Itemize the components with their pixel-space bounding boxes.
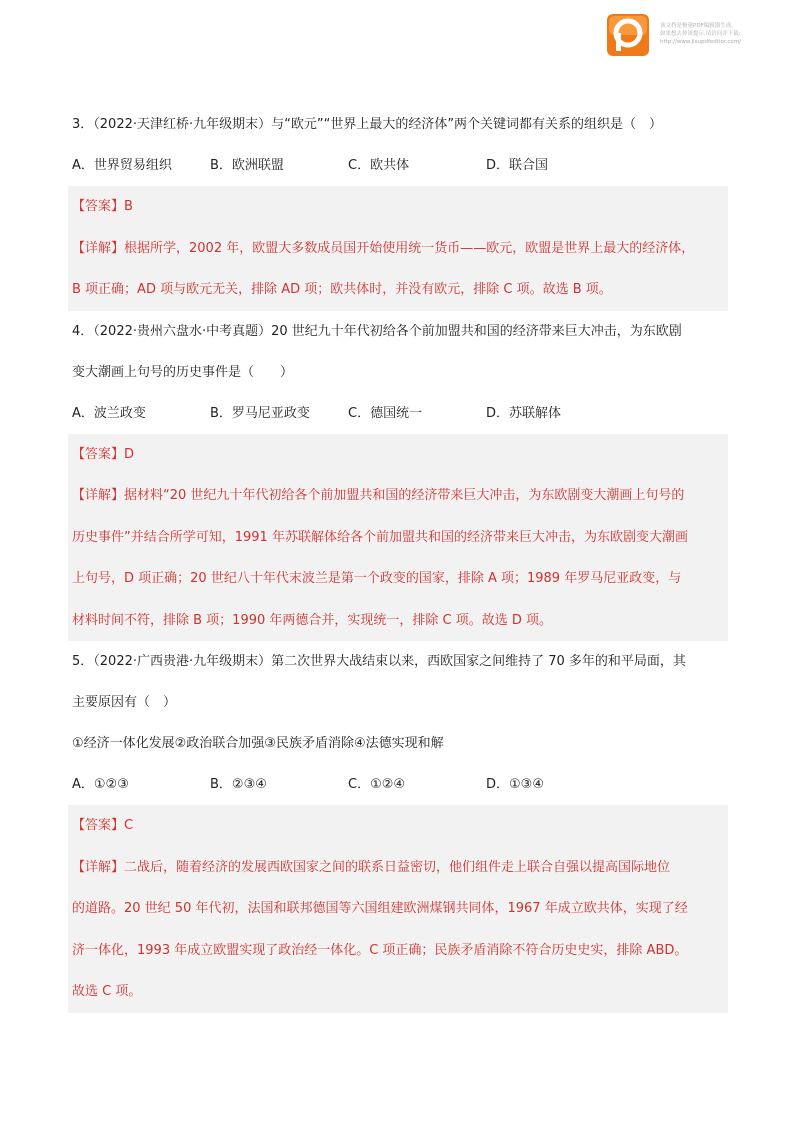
option-c: C．德国统一 — [348, 405, 423, 421]
explanation-line: 历史事件”并结合所学可知，1991 年苏联解体给各个前加盟共和国的经济带来巨大冲击，为东欧剧变大潮画 — [72, 529, 688, 545]
watermark-line: 该文档是极速PDF编辑器生成, — [660, 23, 733, 29]
explanation-line: 上句号，D 项正确；20 世纪八十年代末波兰是第一个政变的国家，排除 A 项；1989 年罗马尼亚政变，与 — [72, 571, 682, 586]
options-row — [72, 393, 728, 434]
question-stem: 5．（2022·广西贵港·九年级期末）第二次世界大战结束以来，西欧国家之间维持了 70 多年的和平局面，其 — [72, 654, 686, 669]
explanation-line: 材料时间不符，排除 B 项；1990 年两德合并，实现统一，排除 C 项。故选 D 项。 — [72, 612, 553, 628]
explanation-line: B 项正确；AD 项与欧元无关，排除 AD 项；欧共体时，并没有欧元，排除 C 项。故选 B 项。 — [72, 282, 612, 297]
question-stem: 变大潮画上句号的历史事件是（ ） — [72, 364, 294, 380]
question-stem: 4．（2022·贵州六盘水·中考真题）20 世纪九十年代初给各个前加盟共和国的经济带来巨大冲击，为东欧剧 — [72, 323, 682, 339]
watermark-text — [660, 22, 790, 46]
explanation-line: 故选 C 项。 — [72, 984, 142, 999]
explanation-line: 【详解】据材料“20 世纪九十年代初给各个前加盟共和国的经济带来巨大冲击，为东欧剧变大潮画上句号的 — [72, 488, 685, 503]
option-b: B．欧洲联盟 — [210, 158, 284, 173]
question-content — [72, 104, 728, 1013]
question-stem: ①经济一体化发展②政治联合加强③民族矛盾消除④法德实现和解 — [72, 736, 444, 751]
question-5 — [72, 641, 728, 1013]
answer-box — [68, 805, 728, 1013]
option-b: B．罗马尼亚政变 — [210, 405, 310, 421]
explanation-line: 的道路。20 世纪 50 年代初，法国和联邦德国等六国组建欧洲煤钢共同体，1967 年成立欧共体，实现了经 — [72, 901, 688, 916]
question-stem: 主要原因有（ ） — [72, 695, 177, 710]
explanation-line: 济一体化，1993 年成立欧盟实现了政治经一体化。C 项正确；民族矛盾消除不符合历史史实，排除 ABD。 — [72, 942, 688, 958]
explanation-line: 【详解】根据所学，2002 年，欧盟大多数成员国开始使用统一货币——欧元，欧盟是世界上最大的经济体， — [72, 240, 695, 256]
option-d: D．联合国 — [486, 158, 549, 173]
answer-box — [68, 434, 728, 642]
answer-box — [68, 186, 728, 311]
option-a: A．世界贸易组织 — [72, 158, 172, 173]
question-4 — [72, 311, 728, 642]
watermark-line: http://www.jisupdfeditor.com/ — [660, 39, 741, 45]
option-b: B．②③④ — [210, 777, 267, 792]
explanation-line: 【详解】二战后，随着经济的发展西欧国家之间的联系日益密切，他们组件走上联合自强以提高国际地位 — [72, 859, 671, 875]
option-a: A．波兰政变 — [72, 405, 146, 421]
options-row — [72, 145, 728, 186]
question-stem: 3．（2022·天津红桥·九年级期末）与“欧元”“世界上最大的经济体”两个关键词都有关系的组织是（ ） — [72, 117, 663, 132]
option-c: C．欧共体 — [348, 158, 410, 173]
option-a: A．①②③ — [72, 777, 129, 792]
pdf-editor-logo — [607, 14, 649, 56]
answer-label: 【答案】C — [72, 818, 134, 833]
option-c: C．①②④ — [348, 777, 406, 792]
option-d: D．①③④ — [486, 777, 544, 792]
answer-label: 【答案】D — [72, 446, 135, 462]
question-3 — [72, 104, 728, 311]
options-row — [72, 764, 728, 805]
answer-label: 【答案】B — [72, 199, 133, 214]
option-d: D．苏联解体 — [486, 405, 562, 421]
watermark-line: 如果想去掉该提示,请访问并下载: — [660, 31, 741, 37]
